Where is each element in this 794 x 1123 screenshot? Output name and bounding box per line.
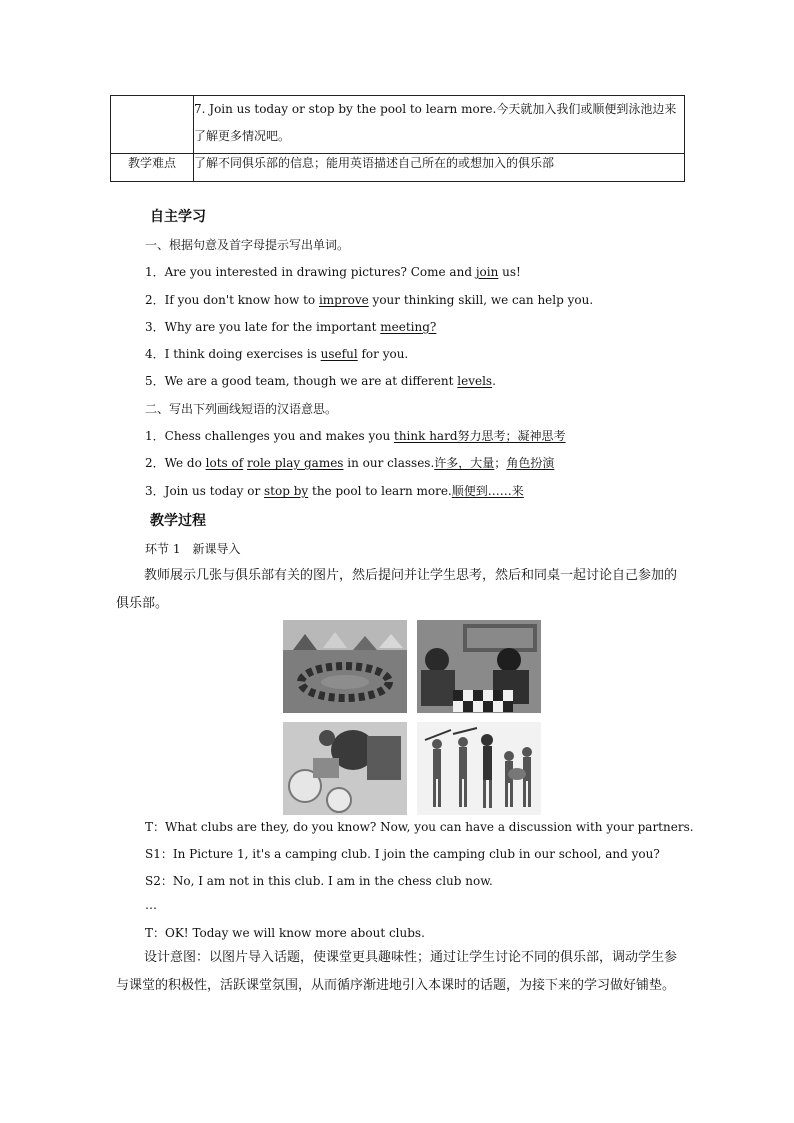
art-club-photo [283,722,407,815]
camping-photo [283,620,407,713]
answer: 许多，大量 [434,456,495,470]
list-item: 3．Why are you late for the important meeting? [145,320,437,334]
answer: useful [320,347,358,361]
step-title: 环节 1 新课导入 [145,542,241,556]
table-cell-sentence7: 7. Join us today or stop by the pool to learn more.今天就加入我们或顺便到泳池边来了解更多情况吧。 [194,96,685,154]
answer: 角色扮演 [506,456,555,470]
dialogue-line: T：OK! Today we will know more about clubs. [145,926,425,940]
answer: 努力思考；凝神思考 [457,429,566,443]
section-heading-self-study: 自主学习 [150,209,206,225]
list-item: 2．We do lots of role play games in our classes.许多，大量；角色扮演 [145,456,555,470]
answer: levels [457,374,493,388]
answer: 顺便到……来 [451,484,524,498]
info-table [110,95,685,182]
table-cell-difficulty: 了解不同俱乐部的信息；能用英语描述自己所在的或想加入的俱乐部 [194,154,685,182]
table-row [111,96,685,154]
dialogue-ellipsis: … [145,898,157,912]
table-cell-label: 教学难点 [111,154,194,182]
table-cell-empty [111,96,194,154]
list-item: 5．We are a good team, though we are at different levels. [145,374,496,388]
chess-photo [417,620,541,713]
part1-title: 一、根据句意及首字母提示写出单词。 [145,238,350,252]
part2-title: 二、写出下列画线短语的汉语意思。 [145,402,338,416]
answer: join [475,265,499,279]
list-item: 2．If you don't know how to improve your thinking skill, we can help you. [145,293,594,307]
intro-paragraph: 教师展示几张与俱乐部有关的图片，然后提问并让学生思考，然后和同桌一起讨论自己参加的俱乐部。 [116,568,678,611]
list-item: 3．Join us today or stop by the pool to learn more.顺便到……来 [145,484,524,498]
section-heading-process: 教学过程 [150,513,206,529]
dialogue-line: T：What clubs are they, do you know? Now, you can have a discussion with your partners. [145,820,694,834]
answer: improve [318,293,369,307]
table-row [111,154,685,182]
list-item: 1．Chess challenges you and makes you think hard努力思考；凝神思考 [145,429,566,443]
design-intent-paragraph: 设计意图：以图片导入话题，使课堂更具趣味性；通过让学生讨论不同的俱乐部，调动学生参与课堂的积极性，活跃课堂氛围，从而循序渐进地引入本课时的话题，为接下来的学习做好铺垫。 [116,950,678,993]
dialogue-line: S1：In Picture 1, it's a camping club. I join the camping club in our school, and you? [145,847,660,861]
dialogue-line: S2：No, I am not in this club. I am in the chess club now. [145,874,493,888]
music-club-photo [417,722,541,815]
answer: meeting? [380,320,437,334]
list-item: 4．I think doing exercises is useful for you. [145,347,409,361]
list-item: 1．Are you interested in drawing pictures? Come and join us! [145,265,521,279]
